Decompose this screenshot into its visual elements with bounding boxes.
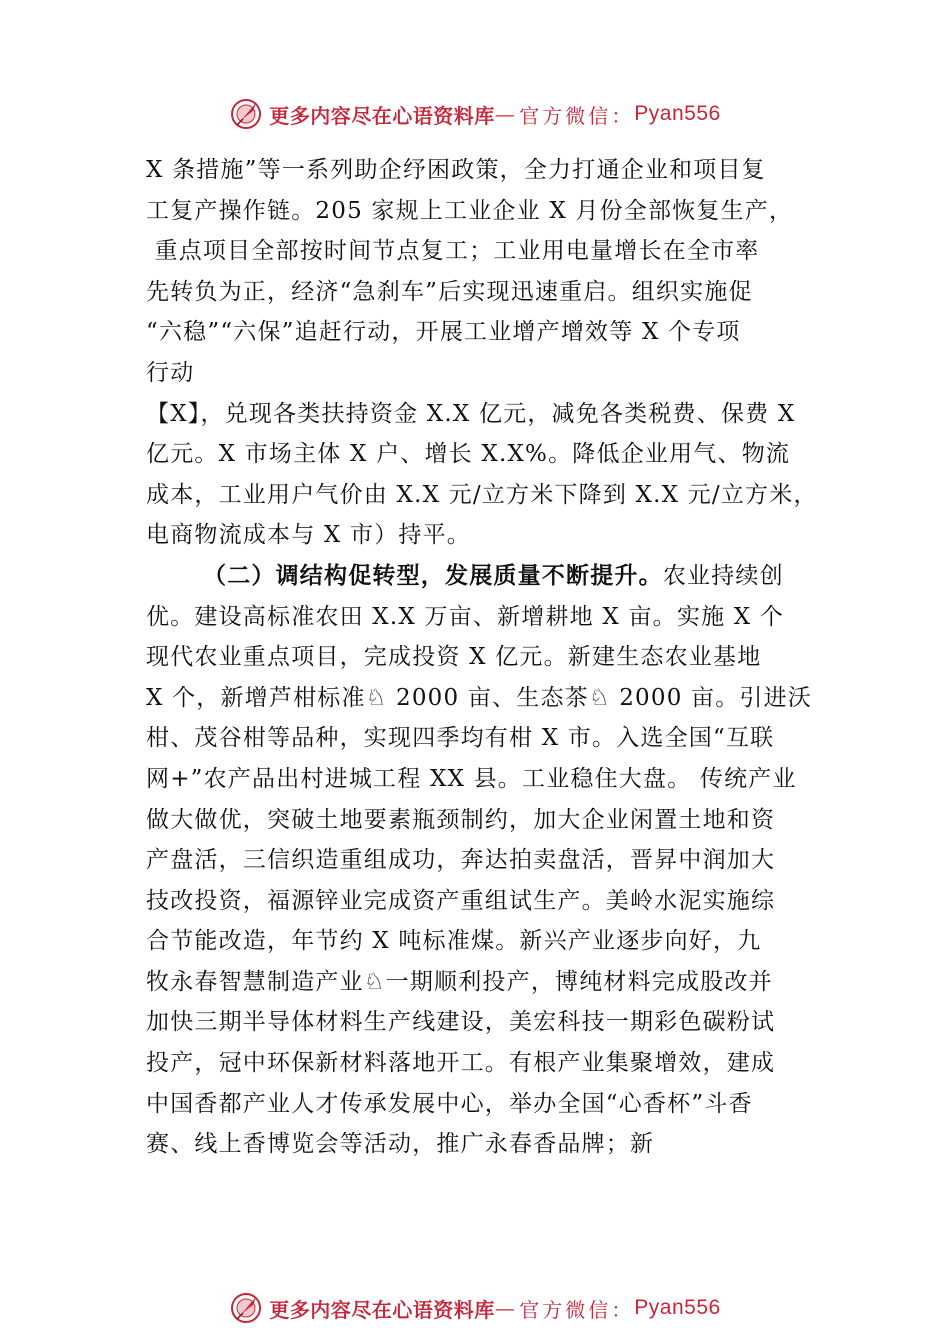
text-line: 【X】，兑现各类扶持资金 X.X 亿元，减免各类税费、保费 X (146, 400, 796, 427)
text-line: X 个，新增芦柑标准♘ 2000 亩、生态茶♘ 2000 亩。引进沃 (146, 684, 813, 711)
text-line: 重点项目全部按时间节点复工；工业用电量增长在全市率 (146, 238, 760, 265)
text-line: X 条措施”等一系列助企纾困政策，全力打通企业和项目复 (146, 157, 766, 183)
quill-seal-icon (229, 97, 263, 131)
text-line: 产盘活，三信织造重组成功，奔达拍卖盘活，晋昇中润加大 (146, 847, 776, 874)
text-line: 柑、茂谷柑等品种，实现四季均有柑 X 市。入选全国“互联 (146, 725, 775, 752)
section-heading-line (146, 556, 814, 597)
text-line: 现代农业重点项目，完成投资 X 亿元。新建生态农业基地 (146, 644, 762, 671)
header-watermark (0, 94, 950, 134)
footer-watermark (0, 1288, 950, 1328)
watermark-wechat-id: Pyan556 (634, 102, 721, 125)
text-line: 投产，冠中环保新材料落地开工。有根产业集聚增效，建成 (146, 1050, 776, 1077)
text-line: 中国香都产业人才传承发展中心，举办全国“心香杯”斗香 (146, 1090, 753, 1117)
text-line: 先转负为正，经济“急刹车”后实现迅速重启。组织实施促 (146, 278, 753, 305)
watermark-main-text: 更多内容尽在心语资料库 (269, 1297, 495, 1322)
watermark-wechat-id: Pyan556 (634, 1296, 721, 1319)
watermark-separator: — (494, 102, 516, 126)
text-line: 做大做优，突破土地要素瓶颈制约，加大企业闲置土地和资 (146, 806, 776, 833)
text-line: 行动 (146, 359, 195, 386)
text-line: 成本，工业用户气价由 X.X 元/立方米下降到 X.X 元/立方米， (146, 481, 818, 508)
document-body (146, 150, 818, 1165)
watermark-main-text: 更多内容尽在心语资料库 (269, 103, 495, 128)
text-line: 牧永春智慧制造产业♘一期顺利投产，博纯材料完成股改并 (146, 968, 773, 995)
text-line: 合节能改造，年节约 X 吨标准煤。新兴产业逐步向好，九 (146, 928, 762, 955)
text-line: 亿元。X 市场主体 X 户、增长 X.X%。降低企业用气、物流 (146, 441, 791, 468)
text-line: “六稳”“六保”追赶行动，开展工业增产增效等 X 个专项 (146, 319, 741, 346)
quill-seal-icon (229, 1291, 263, 1325)
text-line: 加快三期半导体材料生产线建设，美宏科技一期彩色碳粉试 (146, 1009, 776, 1036)
watermark-label: 官方微信： (519, 103, 635, 128)
text-line: 工复产操作链。205 家规上工业企业 X 月份全部恢复生产， (146, 197, 794, 224)
section-heading: （二）调结构促转型，发展质量不断提升。 (203, 561, 663, 589)
text-line: 电商物流成本与 X 市）持平。 (146, 522, 471, 549)
section-heading-tail: 农业持续创 (662, 562, 784, 589)
text-line: 赛、线上香博览会等活动，推广永春香品牌；新 (146, 1131, 655, 1158)
text-line: 网+”农产品出村进城工程 XX 县。工业稳住大盘。 传统产业 (146, 765, 797, 792)
text-line: 优。建设高标准农田 X.X 万亩、新增耕地 X 亩。实施 X 个 (146, 603, 785, 630)
watermark-label: 官方微信： (519, 1297, 635, 1322)
watermark-separator: — (494, 1296, 516, 1320)
text-line: 技改投资，福源锌业完成资产重组试生产。美岭水泥实施综 (146, 887, 776, 914)
